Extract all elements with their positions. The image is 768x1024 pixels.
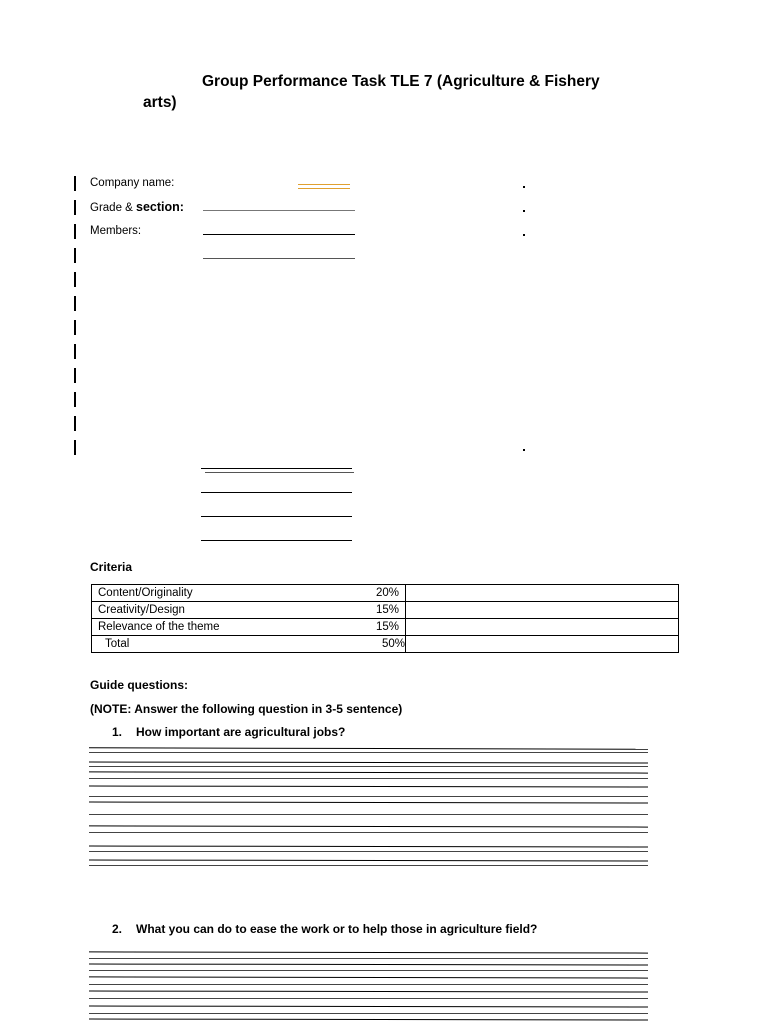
- criteria-percent: 15%: [335, 619, 406, 636]
- criteria-name: Relevance of the theme: [92, 619, 336, 636]
- grade-section-field[interactable]: [203, 210, 355, 211]
- answer-line: [89, 964, 648, 966]
- document-title-line1: Group Performance Task TLE 7 (Agriculture & Fishery: [202, 73, 600, 90]
- criteria-percent: 20%: [335, 585, 406, 602]
- answer-line: [89, 976, 648, 978]
- answer-line: [89, 752, 648, 753]
- question-text: What you can do to ease the work or to help those in agriculture field?: [136, 922, 538, 936]
- answer-line: [89, 998, 648, 999]
- criteria-percent: 15%: [335, 602, 406, 619]
- answer-line: [89, 1006, 648, 1008]
- criteria-total-percent: 50%: [335, 636, 406, 653]
- margin-bar: [74, 392, 76, 407]
- answer-line: [89, 951, 648, 953]
- criteria-total-label: Total: [92, 636, 336, 653]
- company-name-field-underline: [298, 188, 350, 189]
- margin-bar: [74, 200, 76, 215]
- margin-bar: [74, 296, 76, 311]
- margin-bar: [74, 248, 76, 263]
- criteria-name: Content/Originality: [92, 585, 336, 602]
- answer-line: [89, 832, 648, 833]
- criteria-score-cell[interactable]: [406, 585, 679, 602]
- company-name-field[interactable]: [298, 184, 350, 185]
- margin-bar: [74, 176, 76, 191]
- members-label: Members:: [90, 225, 142, 237]
- criteria-name: Creativity/Design: [92, 602, 336, 619]
- answer-line: [89, 1013, 648, 1014]
- dot-mark: [523, 186, 525, 188]
- answer-line: [89, 958, 648, 959]
- question-1: [112, 725, 345, 739]
- grade-section-label: [90, 200, 184, 214]
- criteria-table: [91, 584, 679, 653]
- document-title-line2: arts): [143, 94, 177, 111]
- member-field[interactable]: [201, 468, 352, 469]
- answer-line: [89, 771, 648, 773]
- margin-bar: [74, 368, 76, 383]
- answer-line: [89, 984, 648, 985]
- criteria-score-cell[interactable]: [406, 619, 679, 636]
- answer-line: [89, 766, 648, 767]
- answer-line: [89, 846, 648, 848]
- question-text: How important are agricultural jobs?: [136, 725, 346, 739]
- answer-line: [89, 970, 648, 971]
- answer-line: [89, 860, 648, 862]
- margin-bar: [74, 224, 76, 239]
- criteria-score-cell[interactable]: [406, 602, 679, 619]
- criteria-heading: Criteria: [90, 560, 133, 574]
- answer-line: [89, 991, 648, 993]
- member-field[interactable]: [201, 516, 352, 517]
- member-field[interactable]: [205, 472, 354, 473]
- answer-line: [89, 747, 648, 749]
- margin-bar: [74, 440, 76, 455]
- answer-line: [89, 786, 648, 788]
- table-row: [92, 585, 679, 602]
- answer-line: [89, 778, 648, 779]
- company-name-label: Company name:: [90, 177, 175, 189]
- margin-bar: [74, 416, 76, 431]
- answer-line: [89, 802, 648, 804]
- member-field[interactable]: [201, 540, 352, 541]
- margin-bar: [74, 320, 76, 335]
- member-field[interactable]: [201, 492, 352, 493]
- answer-line: [89, 851, 648, 852]
- answer-line: [89, 825, 648, 827]
- dot-mark: [523, 210, 525, 212]
- table-row: [92, 636, 679, 653]
- question-number: 1.: [112, 725, 123, 739]
- answer-line: [89, 814, 648, 815]
- table-row: [92, 602, 679, 619]
- question-2: [112, 922, 537, 936]
- member-field[interactable]: [203, 234, 355, 235]
- table-row: [92, 619, 679, 636]
- question-number: 2.: [112, 922, 123, 936]
- answer-line: [89, 762, 648, 764]
- guide-questions-heading: Guide questions:: [90, 678, 189, 692]
- section-label: section:: [136, 200, 184, 214]
- answer-line: [89, 796, 648, 797]
- dot-mark: [523, 449, 525, 451]
- criteria-score-cell[interactable]: [406, 636, 679, 653]
- margin-bar: [74, 272, 76, 287]
- margin-bar: [74, 344, 76, 359]
- dot-mark: [523, 234, 525, 236]
- answer-line: [89, 1019, 648, 1021]
- answer-line: [89, 865, 648, 866]
- grade-label: Grade &: [90, 202, 137, 214]
- member-field[interactable]: [203, 258, 355, 259]
- guide-note: (NOTE: Answer the following question in 3-5 sentence): [90, 702, 403, 716]
